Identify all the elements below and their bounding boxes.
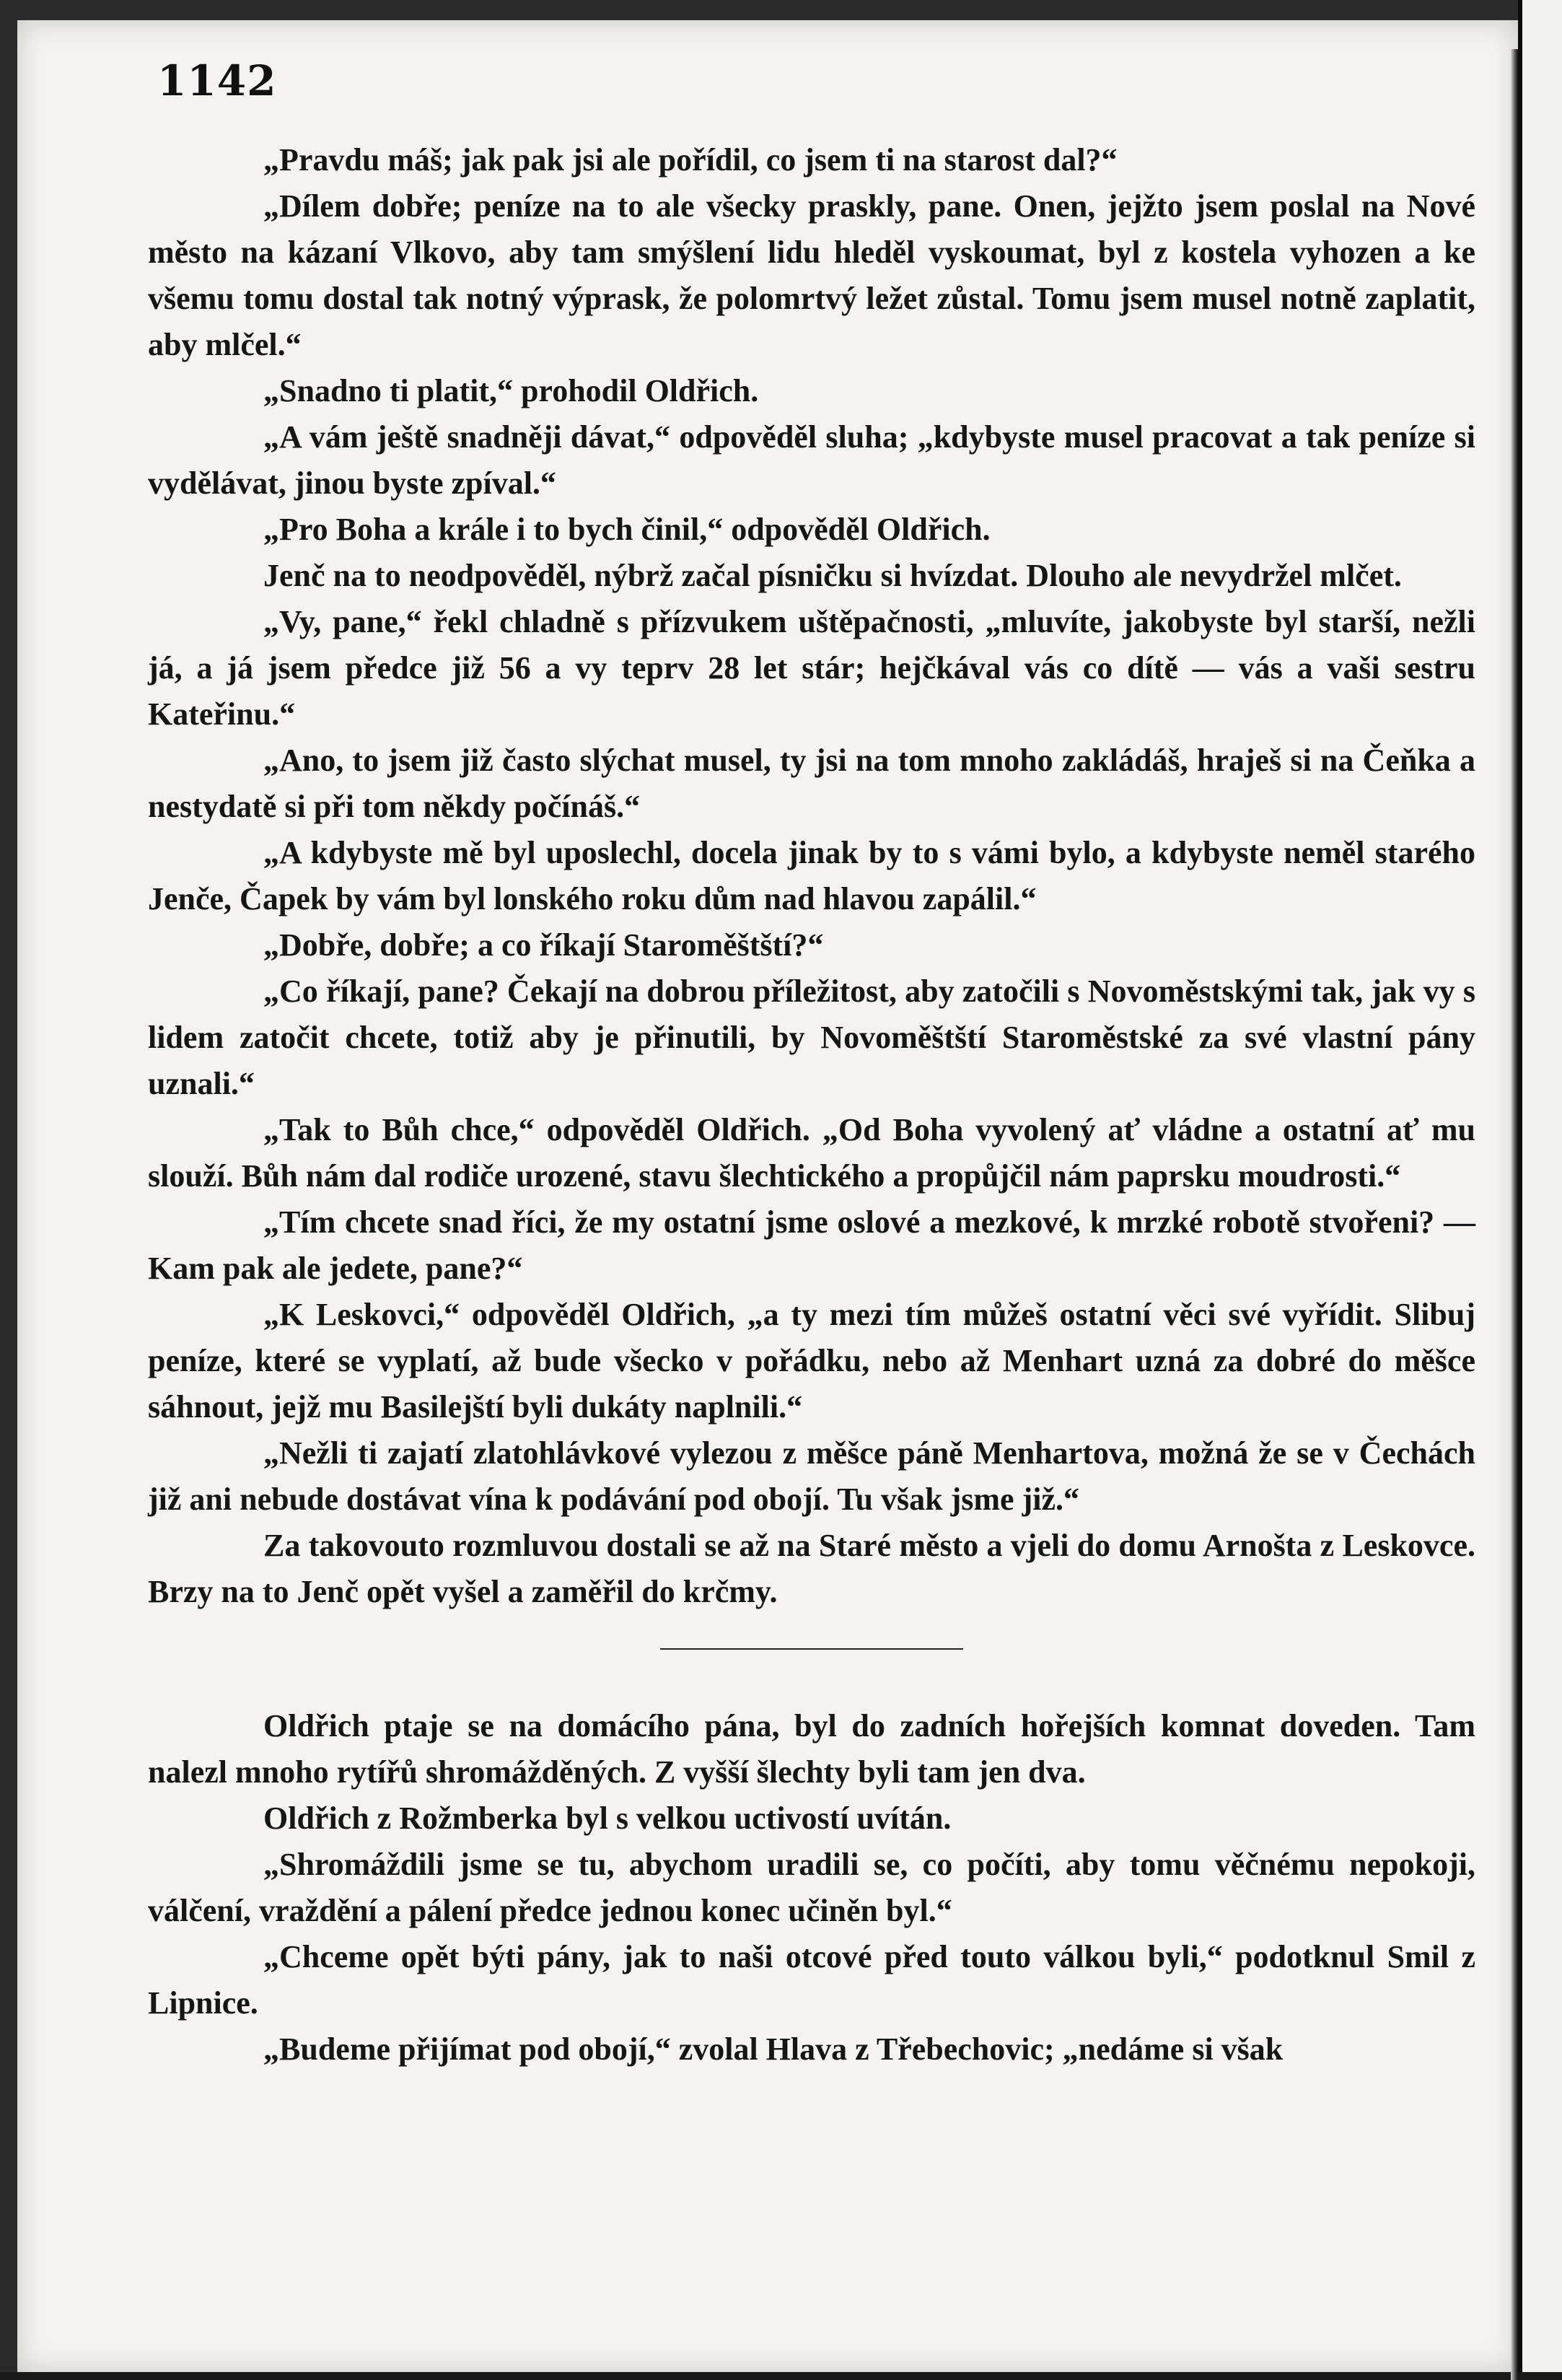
paragraph: „A kdybyste mě byl uposlechl, docela jinak by to s vámi bylo, a kdybyste neměl starého Jenče, Čapek by vám byl lonského roku dům nad hlavou zapálil.“ [148,835,1475,916]
paragraph: Jenč na to neodpověděl, nýbrž začal písničku si hvízdat. Dlouho ale nevydržel mlčet. [263,558,1402,593]
page-gutter-shadow [1511,49,1518,2380]
paragraph: „Nežli ti zajatí zlatohlávkové vylezou z měšce páně Menhartova, možná že se v Čechách již ani nebude dostávat vína k podávání pod obojí. Tu však jsme již.“ [148,1435,1475,1517]
body-text [148,137,1475,2073]
paragraph: „A vám ještě snadněji dávat,“ odpověděl sluha; „kdybyste musel pracovat a tak peníze si vydělávat, jinou byste zpíval.“ [148,419,1475,501]
paragraph: „Budeme přijímat pod obojí,“ zvolal Hlava z Třebechovic; „nedáme si však [263,2031,1284,2067]
paragraph: Oldřich z Rožmberka byl s velkou uctivostí uvítán. [263,1801,952,1836]
section-divider [660,1648,963,1650]
paragraph: „Shromáždili jsme se tu, abychom uradili se, co počíti, aby tomu věčnému nepokoji, válčení, vraždění a pálení předce jednou konec učiněn byl.“ [148,1847,1475,1928]
paragraph: „Ano, to jsem již často slýchat musel, ty jsi na tom mnoho zakládáš, hraješ si na Čeňka a nestydatě si při tom někdy počínáš.“ [148,743,1475,824]
paragraph: „Pravdu máš; jak pak jsi ale pořídil, co jsem ti na starost dal?“ [263,142,1118,178]
paragraph: „Chceme opět býti pány, jak to naši otcové před touto válkou byli,“ podotknul Smil z Lipnice. [148,1939,1475,2021]
paragraph: „Tak to Bůh chce,“ odpověděl Oldřich. „Od Boha vyvolený ať vládne a ostatní ať mu slouží. Bůh nám dal rodiče urozené, stavu šlechtického a propůjčil nám paprsku moudrosti.“ [148,1112,1475,1194]
next-page-edge [1518,0,1562,2372]
paragraph: „K Leskovci,“ odpověděl Oldřich, „a ty mezi tím můžeš ostatní věci své vyřídit. Slibuj peníze, které se vyplatí, až bude všecko v pořádku, nebo až Menhart uzná za dobré do měšce sáhnout, jejž mu Basilejští byli dukáty naplnili.“ [148,1297,1475,1425]
paragraph: „Dobře, dobře; a co říkají Staroměštští?“ [263,927,824,963]
paragraph: „Tím chcete snad říci, že my ostatní jsme oslové a mezkové, k mrzké robotě stvořeni? — Kam pak ale jedete, pane?“ [148,1204,1475,1286]
paragraph: „Co říkají, pane? Čekají na dobrou příležitost, aby zatočili s Novoměstskými tak, jak vy s lidem zatočit chcete, totiž aby je přinutili, by Novoměštští Staroměstské za své vlastní pány uznali.“ [148,974,1475,1101]
page-number: 1142 [157,56,277,105]
paragraph: Za takovouto rozmluvou dostali se až na Staré město a vjeli do domu Arnošta z Leskovce. Brzy na to Jenč opět vyšel a zaměřil do krčmy. [148,1528,1475,1609]
paragraph: Oldřich ptaje se na domácího pána, byl do zadních hořejších komnat doveden. Tam nalezl mnoho rytířů shromážděných. Z vyšší šlechty byli tam jen dva. [148,1708,1475,1790]
paragraph: „Vy, pane,“ řekl chladně s přízvukem uštěpačnosti, „mluvíte, jakobyste byl starší, nežli já, a já jsem předce již 56 a vy teprv 28 let stár; hejčkával vás co dítě — vás a vaši sestru Kateřinu.“ [148,604,1475,732]
paragraph: „Dílem dobře; peníze na to ale všecky praskly, pane. Onen, jejžto jsem poslal na Nové město na kázaní Vlkovo, aby tam smýšlení lidu hleděl vyskoumat, byl z kostela vyhozen a ke všemu tomu dostal tak notný výprask, že polomrtvý ležet zůstal. Tomu jsem musel notně zaplatit, aby mlčel.“ [148,188,1475,362]
paragraph: „Pro Boha a krále i to bych činil,“ odpověděl Oldřich. [263,512,991,547]
paragraph: „Snadno ti platit,“ prohodil Oldřich. [263,373,759,408]
